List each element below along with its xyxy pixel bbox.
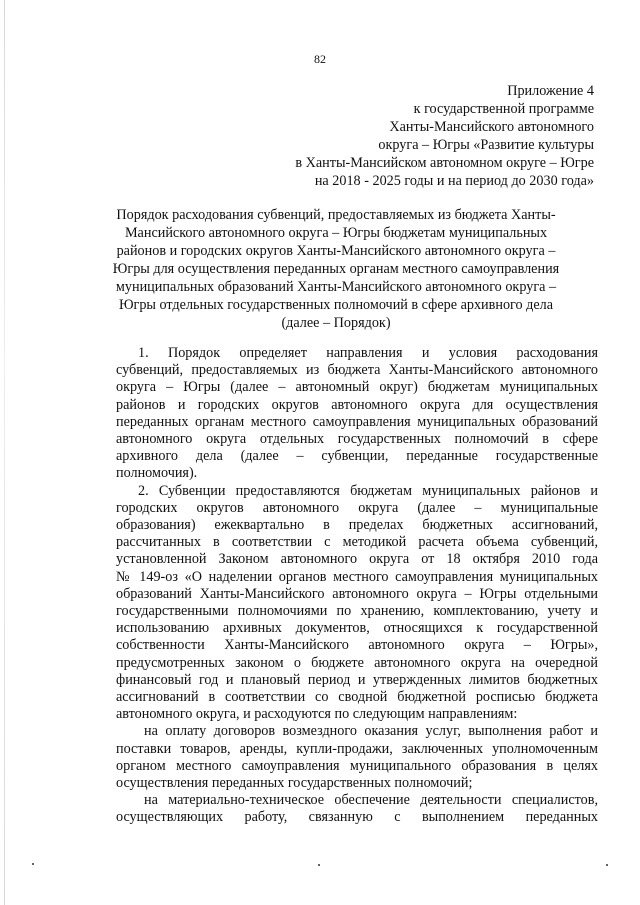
appendix-line: в Ханты-Мансийском автономном округе – Югре bbox=[295, 155, 594, 171]
paragraph-line: образований Ханты-Мансийского автономного округа – Югры отдельными bbox=[116, 585, 598, 602]
appendix-line: Приложение 4 bbox=[507, 83, 594, 99]
paragraph bbox=[116, 723, 598, 792]
title-line: (далее – Порядок) bbox=[281, 315, 391, 331]
paragraph-line: рассчитанных в соответствии с методикой расчета объема субвенций, bbox=[116, 534, 598, 551]
paragraph-line: государственными полномочиями по хранению, комплектованию, учету и bbox=[116, 603, 598, 620]
paragraph-line: осуществления переданных государственных полномочий; bbox=[116, 775, 473, 792]
paragraph-line: автономного округа, и расходуются по следующим направлениям: bbox=[116, 706, 518, 723]
paragraph bbox=[116, 792, 598, 826]
paragraph-line: осуществляющих работу, связанную с выполнением переданных bbox=[116, 809, 598, 826]
title-line: муниципальных образований Ханты-Мансийского автономного округа – bbox=[115, 279, 557, 295]
paragraph-line: автономного округа отдельных государственных полномочий в сфере bbox=[116, 431, 598, 448]
paragraph-line: установленной Законом автономного округа от 18 октября 2010 года bbox=[116, 551, 598, 568]
paragraph-line: округа – Югры (далее – автономный округ) бюджетам муниципальных bbox=[116, 379, 598, 396]
paragraph-line: № 149-оз «О наделении органов местного самоуправления муниципальных bbox=[116, 568, 598, 585]
paragraph-line: 1. Порядок определяет направления и условия расходования bbox=[138, 345, 598, 361]
scan-speck bbox=[318, 864, 320, 866]
paragraph-line: органом местного самоуправления муниципального образования в целях bbox=[116, 757, 598, 774]
appendix-line: к государственной программе bbox=[413, 101, 594, 117]
paragraph-line: субвенций, предоставляемых из бюджета Ханты-Мансийского автономного bbox=[116, 362, 598, 379]
paragraph-line: на оплату договоров возмездного оказания услуг, выполнения работ и bbox=[144, 723, 598, 740]
paragraph-line: архивного дела (далее – субвенции, переданные государственные bbox=[116, 448, 598, 465]
paragraph-line: использованию архивных документов, относящихся к государственной bbox=[116, 620, 598, 637]
scan-speck bbox=[32, 863, 34, 865]
paragraph-line: районов и городских округов автономного округа для осуществления bbox=[116, 396, 598, 413]
appendix-line: округа – Югры «Развитие культуры bbox=[378, 137, 594, 153]
appendix-line: Ханты-Мансийского автономного bbox=[389, 119, 594, 135]
title-line: Югры отдельных государственных полномочий в сфере архивного дела bbox=[118, 297, 554, 313]
title-line: районов и городских округов Ханты-Мансийского автономного округа – bbox=[116, 243, 556, 259]
title-line: Югры для осуществления переданных органам местного самоуправления bbox=[112, 261, 560, 277]
appendix-line: на 2018 - 2025 годы и на период до 2030 года» bbox=[314, 173, 594, 189]
paragraph-line: переданных органам местного самоуправления муниципальных образований bbox=[116, 413, 598, 430]
paragraph-line: собственности Ханты-Мансийского автономного округа – Югры», bbox=[116, 637, 598, 654]
title-line: Порядок расходования субвенций, предоставляемых из бюджета Ханты- bbox=[116, 207, 556, 223]
scan-edge bbox=[4, 0, 5, 905]
paragraph-line: полномочия). bbox=[116, 465, 198, 482]
paragraph-line: предусмотренных законом о бюджете автономного округа на очередной bbox=[116, 654, 598, 671]
paragraph-line: образования) ежеквартально в пределах бюджетных ассигнований, bbox=[116, 517, 598, 534]
page-number: 82 bbox=[314, 52, 326, 66]
paragraph bbox=[116, 345, 598, 483]
paragraph-line: городских округов автономного округа (далее – муниципальные bbox=[116, 499, 598, 516]
title-line: Мансийского автономного округа – Югры бюджетам муниципальных bbox=[124, 225, 548, 241]
appendix-header bbox=[174, 82, 594, 190]
paragraph-line: 2. Субвенции предоставляются бюджетам муниципальных районов и bbox=[138, 482, 598, 499]
paragraph bbox=[116, 483, 598, 724]
paragraph-line: поставки товаров, аренды, купли-продажи, заключенных уполномоченным bbox=[116, 740, 598, 757]
paragraph-line: ассигнований в соответствии со сводной бюджетной росписью бюджета bbox=[116, 689, 598, 706]
paragraph-line: финансовый год и плановый период и утвержденных лимитов бюджетных bbox=[116, 671, 598, 688]
paragraph-line: на материально-техническое обеспечение деятельности специалистов, bbox=[144, 792, 598, 809]
document-body bbox=[116, 345, 598, 827]
document-title bbox=[96, 206, 576, 332]
scan-speck bbox=[606, 864, 608, 866]
